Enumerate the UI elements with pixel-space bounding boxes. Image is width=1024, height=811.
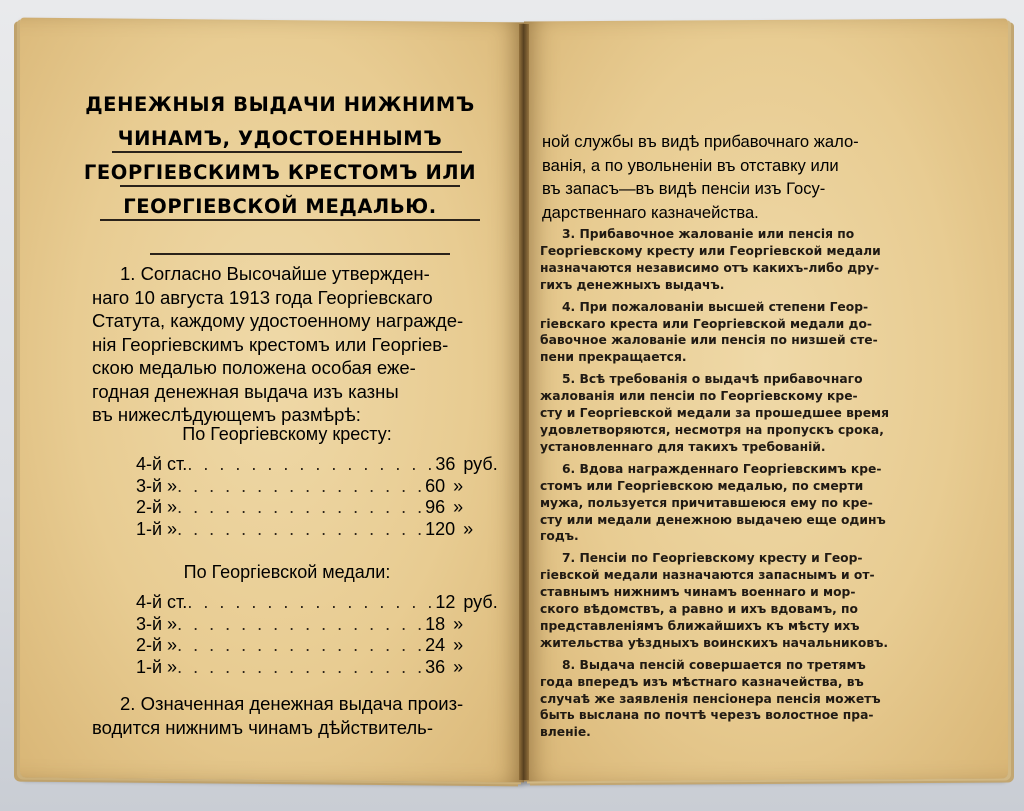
text-line: 5. Всѣ требованія о выдачѣ прибавочнаго (562, 372, 863, 387)
text-line: стомъ или Георгіевскою медалью, по смерти (540, 478, 864, 493)
text-line: 2. Означенная денежная выдача произ- (120, 693, 464, 714)
text-line: жительства уѣздныхъ воинскихъ начальниковъ. (540, 635, 889, 650)
rate-amount: 36 (425, 656, 446, 677)
paragraph-7 (540, 550, 942, 651)
rate-unit: » (453, 656, 464, 677)
continuation-text (542, 130, 942, 224)
rate-amount: 60 (425, 475, 446, 496)
text-line: года впередъ изъ мѣстнаго казначейства, въ (540, 674, 864, 689)
text-line: вленіе. (540, 725, 591, 740)
text-line: мужа, пользуется причитавшеюся ему по кре- (540, 495, 873, 510)
text-line: ванія, а по увольненіи въ отставку или (542, 155, 839, 175)
paragraph-8 (540, 657, 942, 742)
text-line: пени прекращается. (540, 350, 687, 365)
numbered-paragraphs (540, 226, 942, 746)
rate-grade: 2-й » (136, 635, 178, 655)
cross-rates-table (136, 454, 498, 540)
rate-unit: » (463, 518, 474, 539)
leader-dots: . . . . . . . . . . . . . . . . (177, 635, 426, 655)
rate-row (136, 476, 466, 498)
text-line: годъ. (540, 529, 579, 544)
rate-row (136, 635, 466, 657)
rate-amount: 18 (425, 613, 446, 634)
text-line: 3. Прибавочное жалованіе или пенсія по (562, 227, 855, 241)
text-line: 4. При пожалованіи высшей степени Геор- (562, 299, 869, 314)
paragraph-2 (92, 692, 482, 739)
text-line: наго 10 августа 1913 года Георгіевскаго (92, 286, 433, 308)
medal-rates-table (136, 592, 498, 678)
rate-row (136, 518, 474, 541)
title-line: ГЕОРГІЕВСКОЙ МЕДАЛЬЮ. (123, 195, 437, 218)
rate-unit: » (453, 475, 464, 496)
bleed-through-text (560, 96, 940, 118)
text-line: гіевской медали назначаются запаснымъ и от- (540, 568, 875, 583)
text-line: Статута, каждому удостоенному награжде- (92, 310, 464, 331)
rate-row (136, 454, 498, 476)
rate-grade: 1-й » (136, 656, 178, 677)
text-line: сту и Георгіевской медали за прошедшее время (540, 406, 889, 421)
rate-unit: » (453, 613, 464, 634)
text-line: установленнаго для такихъ требованій. (540, 439, 826, 454)
text-line: гихъ денежныхъ выдачъ. (540, 277, 725, 292)
paragraph-4 (540, 299, 942, 367)
title-line: ДЕНЕЖНЫЯ ВЫДАЧИ НИЖНИМЪ (85, 93, 475, 116)
paragraph-3 (540, 226, 942, 294)
leader-dots: . . . . . . . . . . . . . . . . (187, 592, 436, 612)
rate-grade: 3-й » (136, 475, 178, 496)
text-line: Георгіевскому кресту или Георгіевской медали (540, 243, 881, 258)
rate-amount: 36 (435, 454, 456, 474)
rate-unit: » (453, 635, 464, 655)
title-line: ЧИНАМЪ, УДОСТОЕННЫМЪ (117, 127, 443, 150)
rate-row (136, 614, 466, 636)
text-line: скою медалью положена особая еже- (92, 357, 416, 378)
text-line: 8. Выдача пенсій совершается по третямъ (562, 657, 866, 672)
rate-grade: 1-й » (136, 518, 178, 539)
rate-unit: » (453, 497, 464, 517)
rate-amount: 12 (435, 592, 456, 612)
rate-row (136, 497, 466, 519)
text-line: 6. Вдова награжденнаго Георгіевскимъ кре- (562, 461, 882, 476)
text-line: гіевскаго креста или Георгіевской медали до- (540, 316, 873, 331)
text-line: быть выслана по почтѣ черезъ волостное пра- (540, 708, 874, 723)
title-underline (112, 151, 462, 153)
rate-grade: 4-й ст. (136, 454, 188, 474)
leader-dots: . . . . . . . . . . . . . . . . (187, 454, 436, 474)
rate-grade: 3-й » (136, 613, 178, 634)
title-underline (100, 219, 480, 221)
leader-dots: . . . . . . . . . . . . . . . . (177, 475, 426, 496)
text-line: ной службы въ видѣ прибавочнаго жало- (542, 132, 859, 151)
text-line: жалованія или пенсіи по Георгіевскому кре- (540, 389, 858, 404)
text-line: въ нижеслѣдующемъ размѣрѣ: (92, 404, 361, 425)
text-line: ского вѣдомствъ, а равно и ихъ вдовамъ, по (540, 602, 858, 617)
paragraph-5 (540, 371, 942, 456)
leader-dots: . . . . . . . . . . . . . . . . (177, 613, 426, 634)
rate-amount: 96 (425, 497, 446, 517)
rate-grade: 2-й » (136, 497, 178, 517)
text-line: бавочное жалованіе или пенсія по низшей сте- (540, 333, 878, 348)
leader-dots: . . . . . . . . . . . . . . . . (177, 518, 426, 539)
book-spine-gutter (519, 24, 529, 780)
leader-dots: . . . . . . . . . . . . . . . . (177, 656, 426, 677)
title-underline (150, 253, 450, 255)
text-line: случаѣ же заявленія пенсіонера пенсія можетъ (540, 691, 881, 706)
leader-dots: . . . . . . . . . . . . . . . . (177, 497, 426, 517)
text-line: 7. Пенсіи по Георгіевскому кресту и Геор- (562, 551, 863, 566)
text-line: 1. Согласно Высочайше утвержден- (120, 263, 430, 284)
text-line: назначаются независимо отъ какихъ-либо дру- (540, 260, 880, 275)
text-line: въ запасъ—въ видѣ пенсіи изъ Госу- (542, 179, 826, 198)
rate-row (136, 592, 498, 614)
rate-grade: 4-й ст. (136, 592, 188, 612)
text-line: годная денежная выдача изъ казны (92, 380, 399, 402)
medal-rates-heading: По Георгіевской медали: (183, 562, 391, 582)
title-underline (120, 185, 460, 187)
text-line: удовлетворяются, несмотря на пропускъ срока, (540, 422, 884, 437)
text-line: дарственнаго казначейства. (542, 202, 759, 222)
rate-unit: руб. (463, 592, 498, 612)
text-line: сту или медали денежною выдачею еще одинъ (540, 512, 886, 527)
title-line: ГЕОРГІЕВСКИМЪ КРЕСТОМЪ ИЛИ (83, 161, 477, 184)
rate-row (136, 657, 466, 679)
text-line: водится нижнимъ чинамъ дѣйствитель- (92, 716, 433, 738)
text-line: нія Георгіевскимъ крестомъ или Георгіев- (92, 333, 449, 355)
text-line: ставнымъ нижнимъ чинамъ военнаго и мор- (540, 585, 856, 600)
text-line: представленіямъ ближайшихъ къ мѣсту ихъ (540, 618, 860, 633)
rate-unit: руб. (463, 454, 498, 474)
section-title (80, 88, 480, 224)
rate-amount: 24 (425, 635, 446, 655)
paragraph-1 (92, 262, 482, 427)
rate-amount: 120 (425, 518, 456, 539)
cross-rates-heading: По Георгіевскому кресту: (182, 424, 392, 444)
paragraph-6 (540, 461, 942, 546)
